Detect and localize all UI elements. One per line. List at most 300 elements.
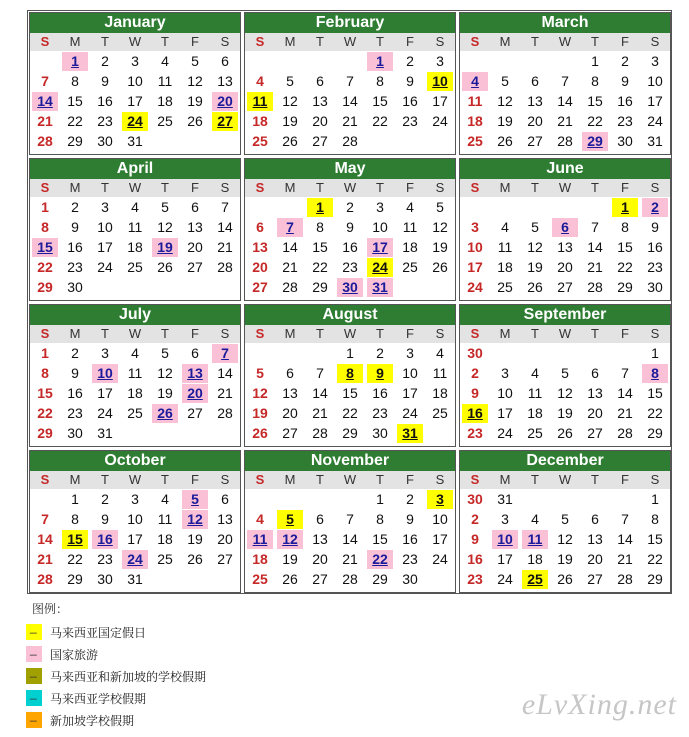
day-cell[interactable] [550, 257, 580, 277]
day-cell[interactable] [210, 217, 240, 237]
day-cell[interactable] [520, 383, 550, 403]
day-cell[interactable] [90, 509, 120, 529]
day-cell[interactable] [395, 51, 425, 71]
day-cell[interactable] [210, 343, 240, 363]
tourism-day[interactable]: 7 [212, 344, 238, 363]
day-cell[interactable] [490, 71, 520, 91]
day-cell[interactable] [610, 423, 640, 443]
day-cell[interactable] [610, 111, 640, 131]
day-cell[interactable] [60, 489, 90, 509]
day-cell[interactable] [425, 217, 455, 237]
national-holiday-day[interactable]: 16 [462, 404, 488, 423]
tourism-day[interactable]: 4 [462, 72, 488, 91]
day-cell[interactable] [425, 363, 455, 383]
day-cell[interactable] [395, 71, 425, 91]
day-cell[interactable] [580, 383, 610, 403]
day-cell[interactable] [640, 423, 670, 443]
day-cell[interactable] [460, 91, 490, 111]
national-holiday-day[interactable]: 27 [212, 112, 238, 131]
day-cell[interactable] [580, 403, 610, 423]
tourism-day[interactable]: 10 [492, 530, 518, 549]
day-cell[interactable] [395, 237, 425, 257]
day-cell[interactable] [305, 403, 335, 423]
day-cell[interactable] [120, 363, 150, 383]
day-cell[interactable] [425, 91, 455, 111]
day-cell[interactable] [365, 217, 395, 237]
tourism-day[interactable]: 14 [32, 92, 58, 111]
day-cell[interactable] [120, 111, 150, 131]
day-cell[interactable] [395, 217, 425, 237]
day-cell[interactable] [395, 423, 425, 443]
national-holiday-day[interactable]: 5 [277, 510, 303, 529]
day-cell[interactable] [60, 569, 90, 589]
day-cell[interactable] [60, 277, 90, 297]
day-cell[interactable] [425, 197, 455, 217]
day-cell[interactable] [580, 217, 610, 237]
day-cell[interactable] [335, 257, 365, 277]
national-holiday-day[interactable]: 25 [522, 570, 548, 589]
day-cell[interactable] [210, 549, 240, 569]
day-cell[interactable] [395, 197, 425, 217]
day-cell[interactable] [550, 529, 580, 549]
day-cell[interactable] [460, 403, 490, 423]
day-cell[interactable] [90, 237, 120, 257]
day-cell[interactable] [245, 423, 275, 443]
day-cell[interactable] [180, 237, 210, 257]
day-cell[interactable] [30, 363, 60, 383]
day-cell[interactable] [60, 237, 90, 257]
day-cell[interactable] [90, 549, 120, 569]
day-cell[interactable] [305, 131, 335, 151]
day-cell[interactable] [210, 489, 240, 509]
day-cell[interactable] [30, 403, 60, 423]
day-cell[interactable] [460, 71, 490, 91]
day-cell[interactable] [490, 529, 520, 549]
day-cell[interactable] [490, 383, 520, 403]
day-cell[interactable] [425, 489, 455, 509]
day-cell[interactable] [460, 549, 490, 569]
day-cell[interactable] [305, 217, 335, 237]
day-cell[interactable] [305, 91, 335, 111]
day-cell[interactable] [425, 403, 455, 423]
day-cell[interactable] [580, 363, 610, 383]
day-cell[interactable] [30, 111, 60, 131]
day-cell[interactable] [90, 71, 120, 91]
day-cell[interactable] [460, 131, 490, 151]
day-cell[interactable] [580, 91, 610, 111]
day-cell[interactable] [90, 569, 120, 589]
day-cell[interactable] [335, 569, 365, 589]
day-cell[interactable] [640, 197, 670, 217]
tourism-day[interactable]: 7 [277, 218, 303, 237]
day-cell[interactable] [490, 131, 520, 151]
day-cell[interactable] [275, 217, 305, 237]
national-holiday-day[interactable]: 10 [427, 72, 453, 91]
day-cell[interactable] [245, 237, 275, 257]
day-cell[interactable] [640, 509, 670, 529]
day-cell[interactable] [305, 277, 335, 297]
day-cell[interactable] [335, 111, 365, 131]
day-cell[interactable] [550, 569, 580, 589]
day-cell[interactable] [275, 549, 305, 569]
day-cell[interactable] [520, 237, 550, 257]
day-cell[interactable] [150, 383, 180, 403]
day-cell[interactable] [640, 343, 670, 363]
day-cell[interactable] [365, 71, 395, 91]
day-cell[interactable] [180, 111, 210, 131]
day-cell[interactable] [180, 529, 210, 549]
day-cell[interactable] [245, 111, 275, 131]
day-cell[interactable] [335, 383, 365, 403]
day-cell[interactable] [365, 529, 395, 549]
day-cell[interactable] [640, 363, 670, 383]
day-cell[interactable] [365, 197, 395, 217]
day-cell[interactable] [610, 91, 640, 111]
tourism-day[interactable]: 31 [367, 278, 393, 297]
day-cell[interactable] [210, 383, 240, 403]
day-cell[interactable] [30, 383, 60, 403]
day-cell[interactable] [90, 197, 120, 217]
day-cell[interactable] [395, 569, 425, 589]
day-cell[interactable] [610, 403, 640, 423]
day-cell[interactable] [30, 197, 60, 217]
day-cell[interactable] [180, 257, 210, 277]
day-cell[interactable] [395, 549, 425, 569]
day-cell[interactable] [335, 403, 365, 423]
day-cell[interactable] [520, 363, 550, 383]
day-cell[interactable] [275, 91, 305, 111]
day-cell[interactable] [150, 343, 180, 363]
day-cell[interactable] [90, 217, 120, 237]
day-cell[interactable] [90, 91, 120, 111]
day-cell[interactable] [365, 237, 395, 257]
day-cell[interactable] [490, 277, 520, 297]
day-cell[interactable] [60, 131, 90, 151]
day-cell[interactable] [30, 217, 60, 237]
day-cell[interactable] [275, 569, 305, 589]
tourism-day[interactable]: 1 [367, 52, 393, 71]
day-cell[interactable] [550, 277, 580, 297]
day-cell[interactable] [580, 569, 610, 589]
day-cell[interactable] [245, 529, 275, 549]
day-cell[interactable] [490, 111, 520, 131]
day-cell[interactable] [245, 569, 275, 589]
day-cell[interactable] [580, 111, 610, 131]
day-cell[interactable] [120, 217, 150, 237]
tourism-day[interactable]: 6 [552, 218, 578, 237]
day-cell[interactable] [120, 529, 150, 549]
day-cell[interactable] [275, 509, 305, 529]
day-cell[interactable] [550, 91, 580, 111]
day-cell[interactable] [395, 529, 425, 549]
day-cell[interactable] [275, 423, 305, 443]
day-cell[interactable] [275, 403, 305, 423]
day-cell[interactable] [30, 509, 60, 529]
day-cell[interactable] [245, 383, 275, 403]
day-cell[interactable] [550, 217, 580, 237]
day-cell[interactable] [520, 509, 550, 529]
day-cell[interactable] [210, 237, 240, 257]
day-cell[interactable] [640, 383, 670, 403]
day-cell[interactable] [460, 363, 490, 383]
national-holiday-day[interactable]: 8 [337, 364, 363, 383]
day-cell[interactable] [305, 529, 335, 549]
day-cell[interactable] [520, 91, 550, 111]
day-cell[interactable] [365, 91, 395, 111]
day-cell[interactable] [610, 383, 640, 403]
day-cell[interactable] [640, 131, 670, 151]
day-cell[interactable] [460, 509, 490, 529]
day-cell[interactable] [640, 529, 670, 549]
day-cell[interactable] [610, 131, 640, 151]
day-cell[interactable] [210, 509, 240, 529]
day-cell[interactable] [210, 363, 240, 383]
day-cell[interactable] [150, 257, 180, 277]
day-cell[interactable] [60, 91, 90, 111]
day-cell[interactable] [305, 71, 335, 91]
day-cell[interactable] [490, 489, 520, 509]
day-cell[interactable] [30, 237, 60, 257]
tourism-day[interactable]: 12 [277, 530, 303, 549]
day-cell[interactable] [550, 71, 580, 91]
day-cell[interactable] [180, 343, 210, 363]
day-cell[interactable] [610, 237, 640, 257]
day-cell[interactable] [60, 383, 90, 403]
day-cell[interactable] [610, 197, 640, 217]
day-cell[interactable] [60, 257, 90, 277]
day-cell[interactable] [365, 363, 395, 383]
day-cell[interactable] [550, 423, 580, 443]
day-cell[interactable] [210, 51, 240, 71]
day-cell[interactable] [335, 509, 365, 529]
tourism-day[interactable]: 11 [522, 530, 548, 549]
day-cell[interactable] [490, 217, 520, 237]
day-cell[interactable] [550, 131, 580, 151]
national-holiday-day[interactable]: 24 [122, 112, 148, 131]
day-cell[interactable] [460, 237, 490, 257]
day-cell[interactable] [520, 217, 550, 237]
day-cell[interactable] [640, 91, 670, 111]
day-cell[interactable] [610, 549, 640, 569]
day-cell[interactable] [180, 71, 210, 91]
day-cell[interactable] [210, 197, 240, 217]
day-cell[interactable] [180, 489, 210, 509]
day-cell[interactable] [60, 549, 90, 569]
day-cell[interactable] [275, 111, 305, 131]
national-holiday-day[interactable]: 3 [427, 490, 453, 509]
day-cell[interactable] [490, 403, 520, 423]
day-cell[interactable] [460, 217, 490, 237]
day-cell[interactable] [460, 489, 490, 509]
tourism-day[interactable]: 15 [32, 238, 58, 257]
day-cell[interactable] [60, 51, 90, 71]
day-cell[interactable] [580, 71, 610, 91]
tourism-day[interactable]: 30 [337, 278, 363, 297]
tourism-day[interactable]: 17 [367, 238, 393, 257]
day-cell[interactable] [610, 363, 640, 383]
day-cell[interactable] [365, 509, 395, 529]
day-cell[interactable] [120, 343, 150, 363]
day-cell[interactable] [520, 71, 550, 91]
day-cell[interactable] [30, 91, 60, 111]
day-cell[interactable] [550, 549, 580, 569]
day-cell[interactable] [245, 549, 275, 569]
day-cell[interactable] [150, 363, 180, 383]
day-cell[interactable] [580, 257, 610, 277]
day-cell[interactable] [245, 257, 275, 277]
day-cell[interactable] [90, 111, 120, 131]
tourism-day[interactable]: 16 [92, 530, 118, 549]
day-cell[interactable] [395, 403, 425, 423]
day-cell[interactable] [245, 363, 275, 383]
day-cell[interactable] [335, 277, 365, 297]
day-cell[interactable] [365, 489, 395, 509]
day-cell[interactable] [610, 257, 640, 277]
day-cell[interactable] [30, 569, 60, 589]
day-cell[interactable] [275, 529, 305, 549]
day-cell[interactable] [180, 549, 210, 569]
day-cell[interactable] [640, 277, 670, 297]
day-cell[interactable] [640, 257, 670, 277]
day-cell[interactable] [180, 509, 210, 529]
day-cell[interactable] [120, 131, 150, 151]
day-cell[interactable] [520, 257, 550, 277]
day-cell[interactable] [395, 343, 425, 363]
day-cell[interactable] [425, 549, 455, 569]
day-cell[interactable] [460, 423, 490, 443]
day-cell[interactable] [305, 569, 335, 589]
day-cell[interactable] [520, 131, 550, 151]
day-cell[interactable] [395, 91, 425, 111]
day-cell[interactable] [395, 383, 425, 403]
day-cell[interactable] [180, 363, 210, 383]
day-cell[interactable] [60, 111, 90, 131]
day-cell[interactable] [460, 529, 490, 549]
day-cell[interactable] [275, 363, 305, 383]
day-cell[interactable] [245, 91, 275, 111]
day-cell[interactable] [490, 423, 520, 443]
day-cell[interactable] [305, 383, 335, 403]
day-cell[interactable] [365, 343, 395, 363]
tourism-day[interactable]: 24 [122, 550, 148, 569]
day-cell[interactable] [550, 237, 580, 257]
day-cell[interactable] [460, 257, 490, 277]
day-cell[interactable] [490, 509, 520, 529]
day-cell[interactable] [150, 489, 180, 509]
day-cell[interactable] [335, 131, 365, 151]
day-cell[interactable] [305, 197, 335, 217]
day-cell[interactable] [305, 257, 335, 277]
day-cell[interactable] [460, 277, 490, 297]
day-cell[interactable] [305, 423, 335, 443]
day-cell[interactable] [275, 277, 305, 297]
day-cell[interactable] [180, 91, 210, 111]
day-cell[interactable] [640, 51, 670, 71]
day-cell[interactable] [490, 91, 520, 111]
tourism-day[interactable]: 26 [152, 404, 178, 423]
day-cell[interactable] [275, 237, 305, 257]
day-cell[interactable] [520, 569, 550, 589]
day-cell[interactable] [90, 131, 120, 151]
day-cell[interactable] [150, 217, 180, 237]
day-cell[interactable] [610, 509, 640, 529]
day-cell[interactable] [305, 237, 335, 257]
day-cell[interactable] [640, 217, 670, 237]
day-cell[interactable] [90, 51, 120, 71]
day-cell[interactable] [580, 423, 610, 443]
tourism-day[interactable]: 10 [92, 364, 118, 383]
day-cell[interactable] [365, 51, 395, 71]
day-cell[interactable] [275, 71, 305, 91]
day-cell[interactable] [30, 549, 60, 569]
day-cell[interactable] [150, 71, 180, 91]
national-holiday-day[interactable]: 1 [307, 198, 333, 217]
day-cell[interactable] [60, 197, 90, 217]
day-cell[interactable] [365, 549, 395, 569]
day-cell[interactable] [335, 71, 365, 91]
national-holiday-day[interactable]: 9 [367, 364, 393, 383]
tourism-day[interactable]: 19 [152, 238, 178, 257]
day-cell[interactable] [150, 51, 180, 71]
day-cell[interactable] [120, 91, 150, 111]
day-cell[interactable] [120, 237, 150, 257]
day-cell[interactable] [120, 197, 150, 217]
day-cell[interactable] [335, 549, 365, 569]
day-cell[interactable] [610, 71, 640, 91]
day-cell[interactable] [90, 529, 120, 549]
day-cell[interactable] [150, 111, 180, 131]
day-cell[interactable] [550, 111, 580, 131]
day-cell[interactable] [60, 343, 90, 363]
day-cell[interactable] [550, 383, 580, 403]
day-cell[interactable] [60, 529, 90, 549]
day-cell[interactable] [180, 197, 210, 217]
day-cell[interactable] [490, 363, 520, 383]
day-cell[interactable] [640, 111, 670, 131]
day-cell[interactable] [180, 383, 210, 403]
day-cell[interactable] [335, 91, 365, 111]
day-cell[interactable] [210, 71, 240, 91]
tourism-day[interactable]: 22 [367, 550, 393, 569]
day-cell[interactable] [245, 403, 275, 423]
national-holiday-day[interactable]: 1 [612, 198, 638, 217]
day-cell[interactable] [520, 529, 550, 549]
day-cell[interactable] [460, 111, 490, 131]
day-cell[interactable] [425, 343, 455, 363]
day-cell[interactable] [580, 509, 610, 529]
day-cell[interactable] [425, 509, 455, 529]
day-cell[interactable] [550, 363, 580, 383]
day-cell[interactable] [580, 51, 610, 71]
day-cell[interactable] [150, 237, 180, 257]
day-cell[interactable] [245, 131, 275, 151]
day-cell[interactable] [395, 489, 425, 509]
day-cell[interactable] [365, 423, 395, 443]
day-cell[interactable] [550, 509, 580, 529]
day-cell[interactable] [365, 383, 395, 403]
day-cell[interactable] [520, 277, 550, 297]
day-cell[interactable] [120, 403, 150, 423]
day-cell[interactable] [180, 217, 210, 237]
day-cell[interactable] [640, 569, 670, 589]
day-cell[interactable] [610, 529, 640, 549]
day-cell[interactable] [60, 423, 90, 443]
national-holiday-day[interactable]: 31 [397, 424, 423, 443]
day-cell[interactable] [425, 383, 455, 403]
day-cell[interactable] [460, 569, 490, 589]
national-holiday-day[interactable]: 24 [367, 258, 393, 277]
day-cell[interactable] [490, 237, 520, 257]
